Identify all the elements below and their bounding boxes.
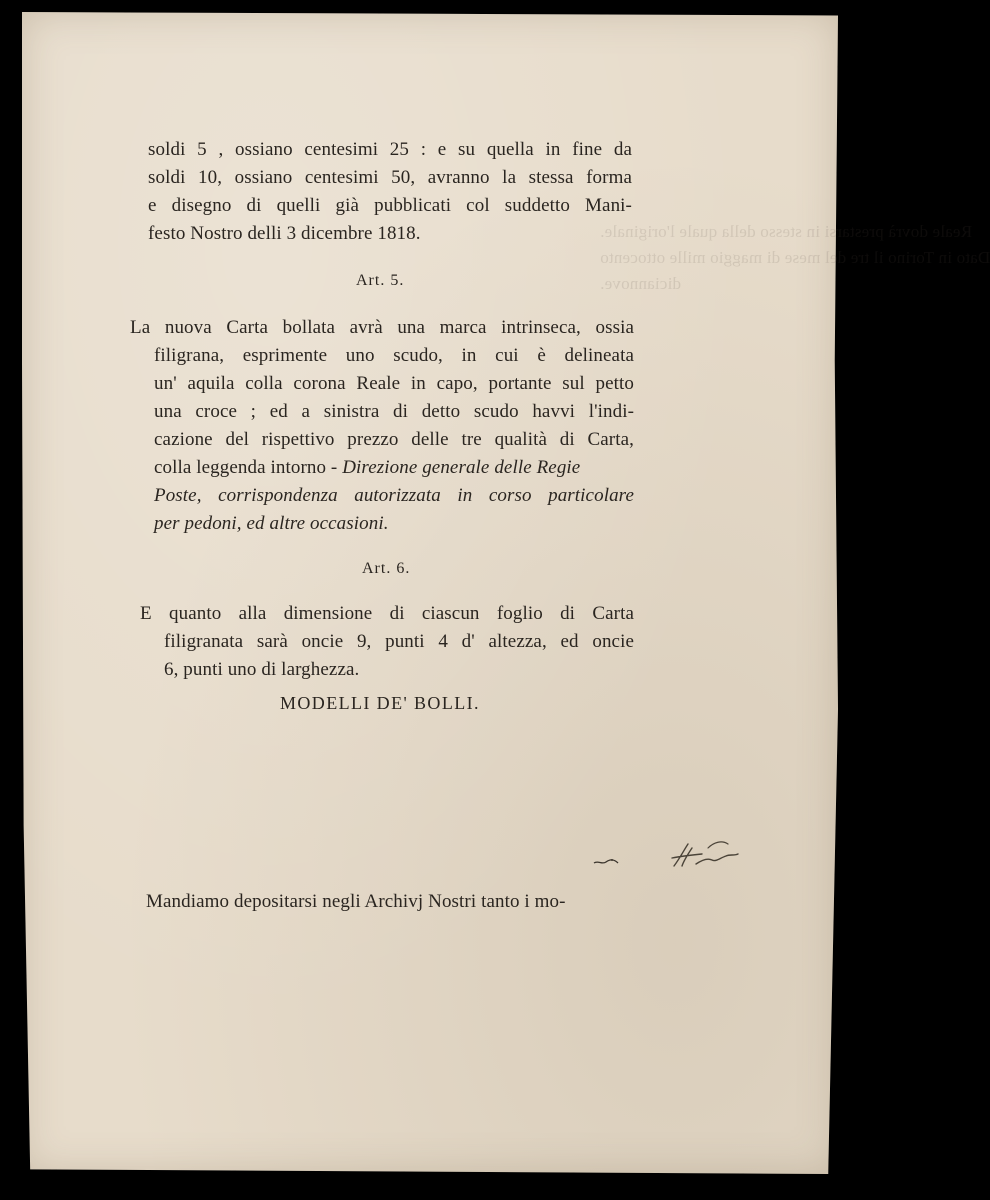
article-heading: Art. 6. bbox=[362, 560, 411, 577]
text-line: festo Nostro delli 3 dicembre 1818. bbox=[148, 223, 421, 244]
text-line: filigrana, esprimente uno scudo, in cui è delineata bbox=[154, 345, 634, 366]
text-line: filigranata sarà oncie 9, punti 4 d' altezza, ed oncie bbox=[164, 631, 634, 652]
section-title: MODELLI DE' BOLLI. bbox=[280, 693, 480, 713]
italic-text: Direzione generale delle Regie bbox=[342, 457, 581, 478]
text-line bbox=[154, 456, 634, 480]
text-line: e disegno di quelli già pubblicati col suddetto Mani- bbox=[148, 195, 632, 216]
text-line: E quanto alla dimensione di ciascun foglio di Carta bbox=[140, 603, 634, 624]
text-line: un' aquila colla corona Reale in capo, portante sul petto bbox=[154, 373, 634, 394]
show-through-text: diciannove. bbox=[600, 274, 682, 293]
text-segment: colla leggenda intorno - bbox=[154, 457, 343, 478]
article-heading: Art. 5. bbox=[356, 272, 405, 289]
text-line: soldi 5 , ossiano centesimi 25 : e su quella in fine da bbox=[148, 139, 632, 160]
show-through-text: Reale dovrà prestarsi in stesso della quale l'originale. bbox=[600, 222, 973, 241]
italic-line: per pedoni, ed altre occasioni. bbox=[154, 513, 389, 534]
handwritten-initials bbox=[668, 836, 748, 878]
text-line: La nuova Carta bollata avrà una marca intrinseca, ossia bbox=[130, 317, 634, 338]
text-line: 6, punti uno di larghezza. bbox=[164, 659, 360, 680]
text-line: Mandiamo depositarsi negli Archivj Nostri tanto i mo- bbox=[146, 891, 566, 912]
text-line: una croce ; ed a sinistra di detto scudo havvi l'indi- bbox=[154, 401, 634, 422]
text-line: cazione del rispettivo prezzo delle tre qualità di Carta, bbox=[154, 429, 634, 450]
text-line: soldi 10, ossiano centesimi 50, avranno la stessa forma bbox=[148, 167, 632, 188]
italic-line: Poste, corrispondenza autorizzata in corso particolare bbox=[154, 485, 634, 506]
ink-mark bbox=[592, 855, 622, 869]
show-through-text: Dato in Torino il tre del mese di maggio mille ottocento bbox=[600, 248, 990, 267]
